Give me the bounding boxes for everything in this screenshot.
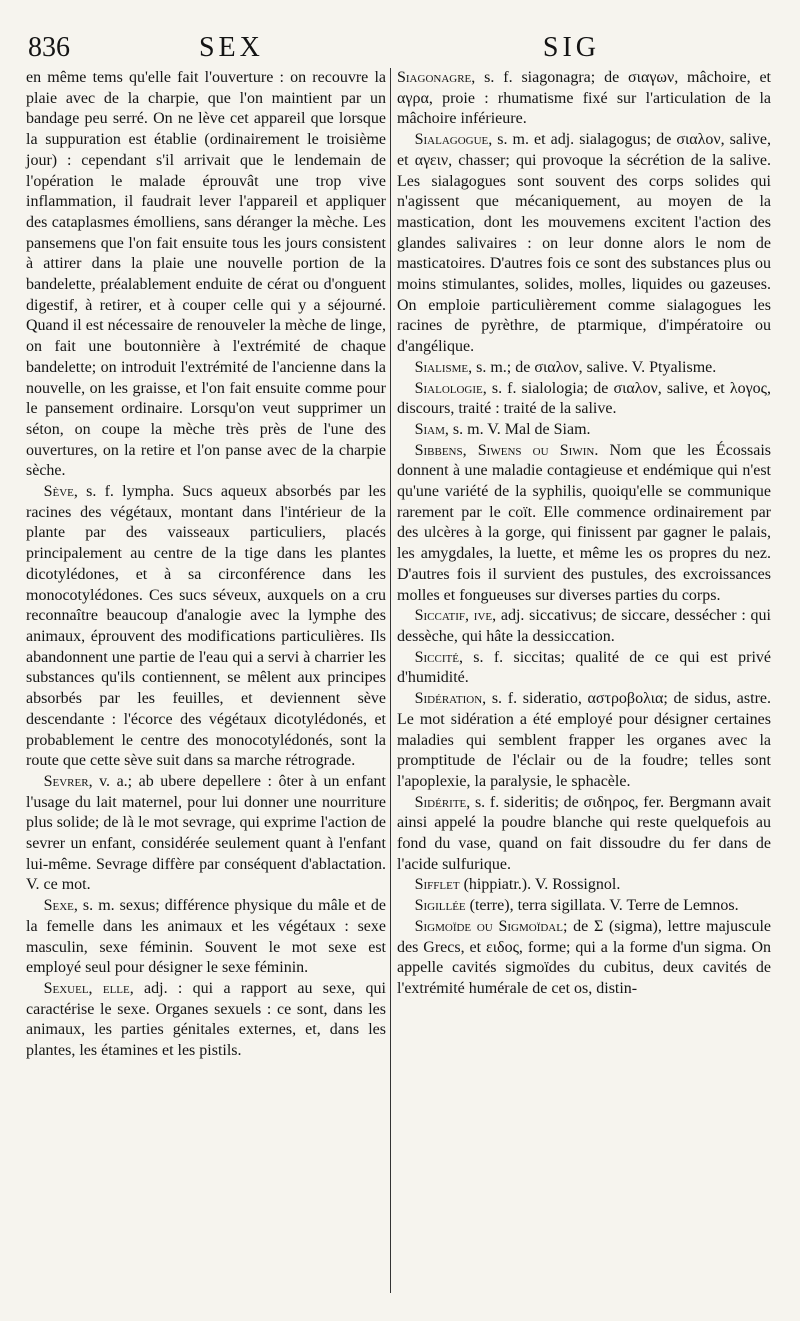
left-column [26, 68, 386, 1062]
headword: Sevrer [43, 772, 89, 790]
column-divider [390, 68, 391, 1293]
headword: Sève [43, 483, 74, 501]
entry-siagonagre: Siagonagre, s. f. siagonagra; de σιαγων, mâchoire, et αγρα, proie : rhumatisme fixé sur l'articulation de la mâchoire inférieure. [397, 69, 771, 128]
running-head-left: SEX [198, 32, 264, 63]
headword: Sialisme [414, 358, 469, 376]
entry-siccatif: Siccatif, ive, adj. siccativus; de siccare, dessécher : qui dessèche, qui hâte la dessiccation. [397, 607, 771, 645]
headword: Sigmoïde ou Sigmoïdal [414, 917, 563, 935]
entry-continuation: en même tems qu'elle fait l'ouverture : on recouvre la plaie avec de la charpie, que l'on maintient par un bandage peu serré. On ne lève cet appareil que lorsque la suppuration est établie (ordinairement le troisième jour) : cependant s'il arrivait que le lendemain de l'opération le malade éprouvât une trop vive inflammation, il faudrait lever l'appareil et appliquer des cataplasmes émolliens, sans déranger la mèche. Les pansemens que l'on fait ensuite tous les jours consistent à attirer dans la plaie une nouvelle portion de la bandelette, préalablement enduite de cérat ou d'onguent digestif, à retirer, et à couper celle qui y a séjourné. Quand il est nécessaire de renouveler la mèche de linge, on fait une boutonnière à l'extrémité de chaque bandelette; on introduit l'extrémité de l'ancienne dans la nouvelle, on les graisse, et l'on fait ensuite comme pour le pansement ordinaire. Lorsqu'on veut supprimer un séton, on coupe la mèche très près de l'une des ouvertures, on la retire et l'on panse avec de la charpie sèche. [26, 69, 386, 480]
entry-sevrer: Sevrer, v. a.; ab ubere depellere : ôter à un enfant l'usage du lait maternel, pour lui donner une nourriture plus solide; de là le mot sevrage, qui exprime l'action de sevrer un enfant, considérée seulement quant à l'enfant lui-même. Sevrage diffère par conséquent d'ablactation. V. ce mot. [26, 772, 386, 894]
entry-siccite: Siccité, s. f. siccitas; qualité de ce qui est privé d'humidité. [397, 648, 771, 687]
entry-seve: Sève, s. f. lympha. Sucs aqueux absorbés par les racines des végétaux, montant dans l'intérieur de la plante par des vaisseaux particuliers, placés principalement au centre de la tige dans les plantes dicotylédones, et à sa circonférence dans les monocotylédones. Ces sucs séveux, auxquels on a cru reconnaître beaucoup d'analogie avec la lymphe des animaux, éprouvent des modifications particulières. Ils abandonnent une partie de l'eau qui a servi à charrier les substances qu'ils contiennent, se mêlent aux principes absorbés par les feuilles, et deviennent sève descendante : l'écorce des végétaux dicotylédonés, et probablement le centre des monocotylédonés, sont la route que cette sève suit dans sa marche rétrograde. [26, 483, 386, 770]
right-column [397, 68, 771, 1000]
entry-sifflet: Sifflet (hippiatr.). V. Rossignol. [414, 876, 621, 894]
headword: Sexe [43, 897, 74, 915]
headword: Sidérite [414, 793, 467, 811]
headword: Siccité [414, 648, 459, 666]
entry-sialisme: Sialisme, s. m.; de σιαλον, salive. V. Ptyalisme. [414, 358, 717, 376]
headword: Sidération [414, 690, 483, 708]
headword: Sibbens, Siwens ou Siwin [414, 441, 595, 459]
page-number: 836 [28, 32, 70, 63]
entry-sialologie: Sialologie, s. f. sialologia; de σιαλον, salive, et λογος, discours, traité : traité de la salive. [397, 379, 771, 418]
page-header [28, 28, 778, 68]
entry-sialagogue: Sialagogue, s. m. et adj. sialagogus; de σιαλον, salive, et αγειν, chasser; qui provoque la sécrétion de la salive. Les sialagogues sont souvent des corps solides qui n'agissent que mécaniquement, au moyen de la mastication, dont les mouvemens excitent l'action des glandes salivaires : on leur donne alors le nom de masticatoires. D'autres fois ce sont des substances plus ou moins stimulantes, solides, molles, liquides ou gazeuses. On emploie particulièrement comme sialagogues les racines de pyrèthre, de ptarmique, d'impératoire ou d'angélique. [397, 131, 771, 356]
entry-sigmoide: Sigmoïde ou Sigmoïdal; de Σ (sigma), lettre majuscule des Grecs, et ειδος, forme; qui a la forme d'un sigma. On appelle cavités sigmoïdes du cubitus, deux cavités de l'extrémité humérale de cet os, distin- [397, 917, 771, 997]
entry-sexe: Sexe, s. m. sexus; différence physique du mâle et de la femelle dans les animaux et les végétaux : sexe masculin, sexe féminin. Souvent le mot sexe est employé seul pour désigner le sexe féminin. [26, 897, 386, 977]
headword: Sigillée [414, 897, 466, 915]
headword: Sialologie [414, 379, 483, 397]
headword: Siam [414, 420, 445, 438]
headword: Sifflet [414, 876, 460, 894]
entry-sideration: Sidération, s. f. sideratio, αστροβολια; de sidus, astre. Le mot sidération a été employé pour désigner certaines maladies qui semblent frapper les organes avec la promptitude de l'éclair ou de la foudre; telles sont l'apoplexie, la paralysie, le sphacèle. [397, 690, 771, 790]
entry-sigillee: Sigillée (terre), terra sigillata. V. Terre de Lemnos. [414, 897, 739, 915]
headword: Sialagogue [414, 131, 489, 149]
headword: Siagonagre [397, 69, 472, 86]
headword: Sexuel, elle [43, 979, 130, 997]
entry-siderite: Sidérite, s. f. sideritis; de σιδηρος, fer. Bergmann avait ainsi appelé la poudre blanche qui reste quelquefois au fond du vase, quand on fait dissoudre du fer dans de l'acide sulfurique. [397, 793, 771, 873]
entry-sibbens: Sibbens, Siwens ou Siwin. Nom que les Écossais donnent à une maladie contagieuse et endémique qui n'est qu'une variété de la syphilis, quoiqu'elle se communique rarement par le coït. Elle commence ordinairement par des ulcères à la gorge, qui finissent par gagner le palais, les amygdales, la luette, et même les os propres du nez. D'autres fois il survient des pustules, des excroissances molles et fongueuses sur diverses parties du corps. [397, 441, 771, 604]
headword: Siccatif, ive [414, 607, 493, 625]
entry-sexuel: Sexuel, elle, adj. : qui a rapport au sexe, qui caractérise le sexe. Organes sexuels : ce sont, dans les animaux, les parties génitales externes, et, dans les plantes, les étamines et les pistils. [26, 979, 386, 1060]
running-head-right: SIG [542, 32, 600, 63]
entry-siam: Siam, s. m. V. Mal de Siam. [414, 420, 591, 438]
